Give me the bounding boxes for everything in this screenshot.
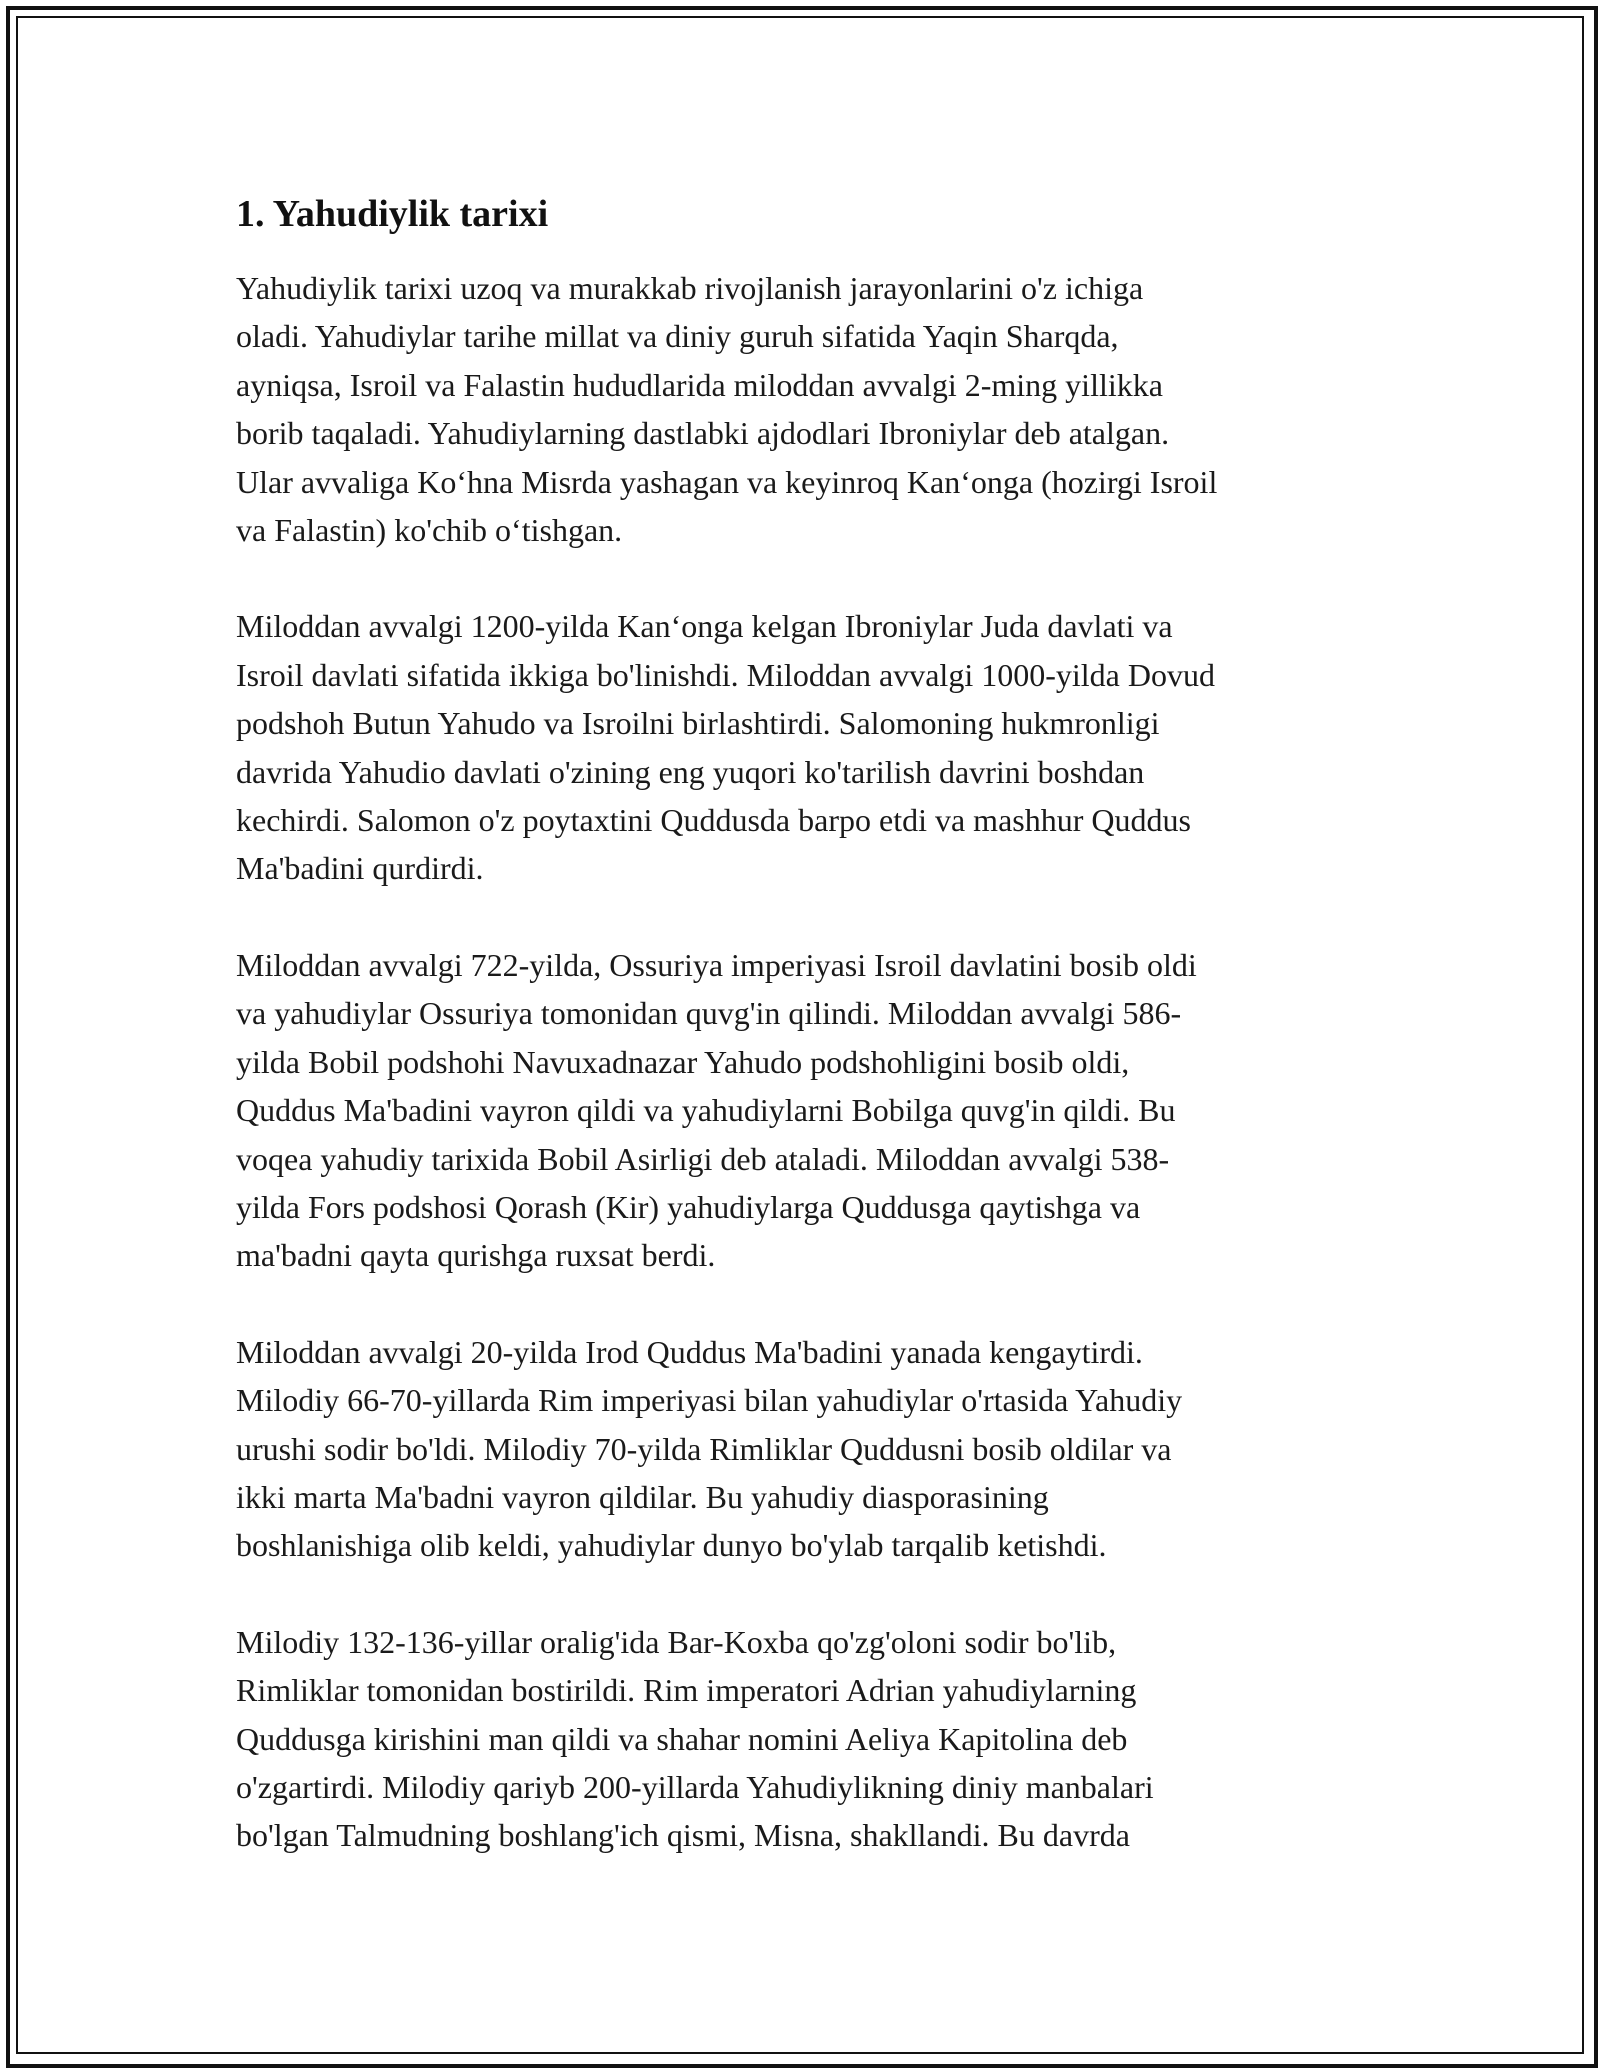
document-body [236, 186, 1376, 1908]
paragraph-3: Miloddan avvalgi 722-yilda, Ossuriya imperiyasi Isroil davlatini bosib oldi va yahudiylar Ossuriya tomonidan quvg'in qilindi. Miloddan avvalgi 586- yilda Bobil podshohi Navuxadnazar Yahudo podshohligini bosib oldi, Quddus Ma'badini vayron qildi va yahudiylarni Bobilga quvg'in qildi. Bu voqea yahudiy tarixida Bobil Asirligi deb ataladi. Miloddan avvalgi 538- yilda Fors podshosi Qorash (Kir) yahudiylarga Quddusga qaytishga va ma'badni qayta qurishga ruxsat berdi. [236, 946, 1197, 1274]
paragraph-2: Miloddan avvalgi 1200-yilda Kan‘onga kelgan Ibroniylar Juda davlati va Isroil davlati sifatida ikkiga bo'linishdi. Miloddan avvalgi 1000-yilda Dovud podshoh Butun Yahudo va Isroilni birlashtirdi. Salomoning hukmronligi davrida Yahudio davlati o'zining eng yuqori ko'tarilish davrini boshdan kechirdi. Salomon o'z poytaxtini Quddusda barpo etdi va mashhur Quddus Ma'badini qurdirdi. [236, 608, 1215, 887]
section-title: 1. Yahudiylik tarixi [236, 193, 549, 235]
paragraph-4: Miloddan avvalgi 20-yilda Irod Quddus Ma'badini yanada kengaytirdi. Milodiy 66-70-yillarda Rim imperiyasi bilan yahudiylar o'rtasida Yahudiy urushi sodir bo'ldi. Milodiy 70-yilda Rimliklar Quddusni bosib oldilar va ikki marta Ma'badni vayron qildilar. Bu yahudiy diasporasining boshlanishiga olib keldi, yahudiylar dunyo bo'ylab tarqalib ketishdi. [236, 1333, 1183, 1564]
paragraph-5: Milodiy 132-136-yillar oralig'ida Bar-Koxba qo'zg'oloni sodir bo'lib, Rimliklar tomonidan bostirildi. Rim imperatori Adrian yahudiylarning Quddusga kirishini man qildi va shahar nomini Aeliya Kapitolina deb o'zgartirdi. Milodiy qariyb 200-yillarda Yahudiylikning diniy manbalari bo'lgan Talmudning boshlang'ich qismi, Misna, shakllandi. Bu davrda [236, 1623, 1154, 1854]
paragraph-1: Yahudiylik tarixi uzoq va murakkab rivojlanish jarayonlarini o'z ichiga oladi. Yahudiylar tarihe millat va diniy guruh sifatida Yaqin Sharqda, ayniqsa, Isroil va Falastin hududlarida miloddan avvalgi 2-ming yillikka borib taqaladi. Yahudiylarning dastlabki ajdodlari Ibroniylar deb atalgan. Ular avvaliga Ko‘hna Misrda yashagan va keyinroq Kan‘onga (hozirgi Isroil va Falastin) ko'chib o‘tishgan. [236, 270, 1218, 549]
